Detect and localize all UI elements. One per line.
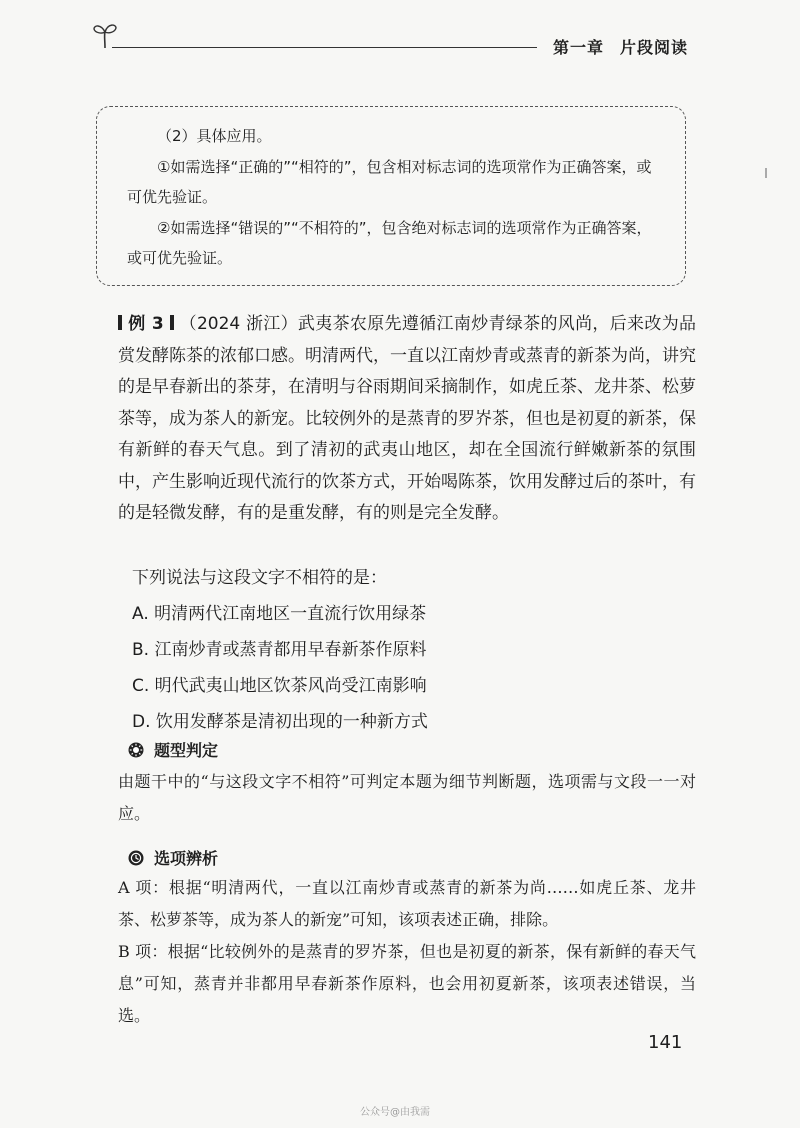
page-header [0, 0, 800, 70]
option-a: A. 明清两代江南地区一直流行饮用绿茶 [132, 604, 427, 624]
option-b: B. 江南炒青或蒸青都用早春新茶作原料 [132, 640, 427, 660]
option-d: D. 饮用发酵茶是清初出现的一种新方式 [132, 712, 428, 732]
page-number: 141 [648, 1032, 683, 1053]
chapter-section: 片段阅读 [620, 38, 689, 57]
analysis-a: A 项：根据“明清两代，一直以江南炒青或蒸青的新茶为尚……如虎丘茶、龙井茶、松萝茶等，成为茶人的新宠”可知，该项表述正确，排除。 [118, 878, 696, 929]
bar-icon [118, 315, 122, 330]
sun-icon [128, 742, 144, 758]
clock-icon [128, 850, 144, 866]
example-text: 武夷茶农原先遵循江南炒青绿茶的风尚，后来改为品赏发酵陈茶的浓郁口感。明清两代，一直以江南炒青或蒸青的新茶为尚，讲究的是早春新出的茶芽，在清明与谷雨期间采摘制作，如虎丘茶、龙井茶、松萝茶等，成为茶人的新宠。比较例外的是蒸青的罗岕茶，但也是初夏的新茶，保有新鲜的春天气息。到了清初的武夷山地区，却在全国流行鲜嫩新茶的氛围中，产生影响近现代流行的饮茶方式，开始喝陈茶，饮用发酵过后的茶叶，有的是轻微发酵，有的是重发酵，有的则是完全发酵。 [118, 314, 697, 523]
option-c: C. 明代武夷山地区饮茶风尚受江南影响 [132, 676, 427, 696]
example-source: （2024 浙江） [179, 314, 298, 334]
analysis-b: B 项：根据“比较例外的是蒸青的罗岕茶，但也是初夏的新茶，保有新鲜的春天气息”可知，蒸青并非都用早春新茶作原料，也会用初夏新茶，该项表述错误，当选。 [118, 942, 696, 1025]
footer-watermark: 公众号@由我需 [360, 1107, 430, 1118]
tip-box [96, 106, 686, 286]
example-label: 例 3 [118, 314, 174, 334]
scan-speck [765, 168, 767, 178]
question-stem: 下列说法与这段文字不相符的是： [132, 568, 387, 588]
header-rule [112, 47, 537, 48]
example-passage [118, 309, 696, 530]
chapter-title [553, 35, 704, 58]
tip-item-1: ①如需选择“正确的”“相符的”，包含相对标志词的选项常作为正确答案，或可优先验证。 [127, 157, 652, 206]
tip-item-2: ②如需选择“错误的”“不相符的”，包含绝对标志词的选项常作为正确答案，或可优先验证。 [127, 218, 652, 267]
options-analysis [118, 872, 696, 1032]
section-type-title: 题型判定 [128, 738, 218, 761]
section-options-title: 选项辨析 [128, 846, 218, 869]
question-block [132, 560, 428, 740]
sprout-icon [92, 20, 118, 50]
bar-icon [170, 315, 174, 330]
type-analysis: 由题干中的“与这段文字不相符”可判定本题为细节判断题，选项需与文段一一对应。 [118, 772, 696, 823]
tip-heading: （2）具体应用。 [157, 127, 272, 145]
chapter-number: 第一章 [553, 38, 605, 57]
